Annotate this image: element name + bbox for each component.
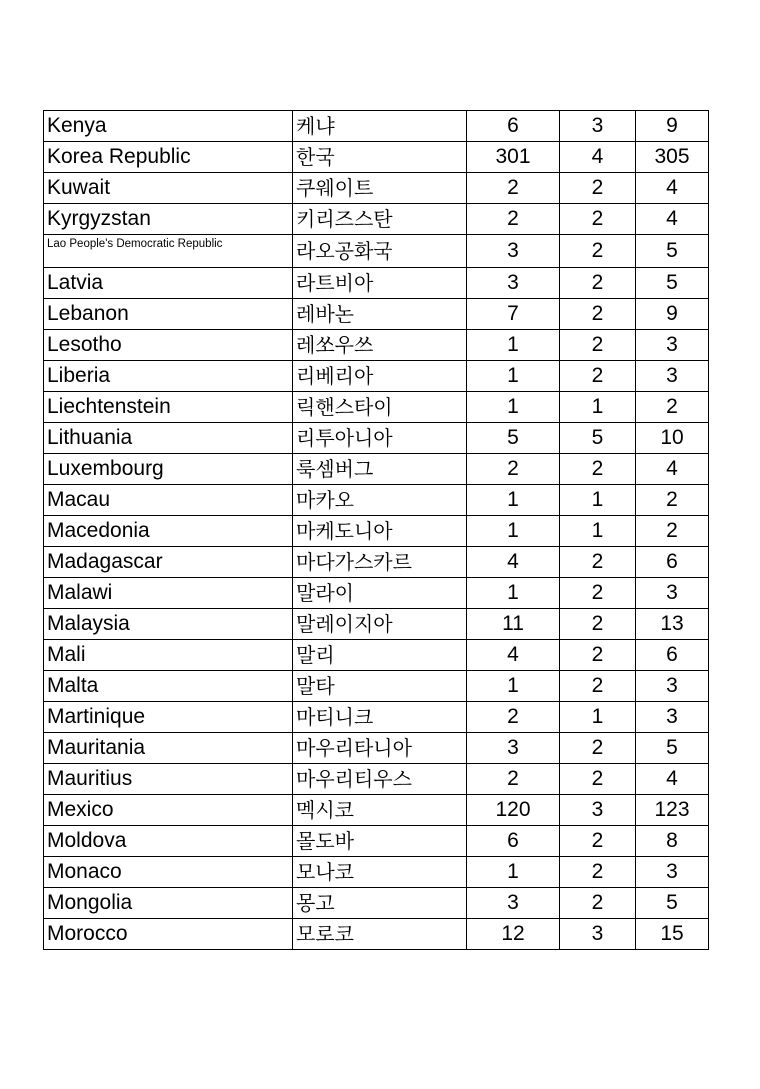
count-a: 6 — [467, 826, 560, 857]
table-row — [44, 578, 709, 609]
country-name-english: Korea Republic — [44, 142, 293, 173]
count-b: 4 — [560, 142, 636, 173]
count-a: 301 — [467, 142, 560, 173]
count-b: 2 — [560, 764, 636, 795]
country-table-body — [44, 111, 709, 950]
count-b: 2 — [560, 361, 636, 392]
country-name-korean: 마카오 — [293, 485, 467, 516]
table-row — [44, 609, 709, 640]
count-total: 13 — [636, 609, 709, 640]
country-name-korean: 몽고 — [293, 888, 467, 919]
country-name-english: Macau — [44, 485, 293, 516]
count-b: 2 — [560, 299, 636, 330]
count-a: 1 — [467, 485, 560, 516]
count-b: 2 — [560, 826, 636, 857]
table-row — [44, 111, 709, 142]
country-name-korean: 말리 — [293, 640, 467, 671]
table-row — [44, 235, 709, 268]
country-name-english: Liberia — [44, 361, 293, 392]
count-total: 8 — [636, 826, 709, 857]
count-total: 4 — [636, 173, 709, 204]
count-a: 5 — [467, 423, 560, 454]
country-name-korean: 리투아니아 — [293, 423, 467, 454]
country-name-korean: 마우리티우스 — [293, 764, 467, 795]
count-total: 123 — [636, 795, 709, 826]
count-b: 2 — [560, 204, 636, 235]
count-b: 3 — [560, 919, 636, 950]
count-b: 2 — [560, 235, 636, 268]
country-name-korean: 몰도바 — [293, 826, 467, 857]
country-name-korean: 룩셈버그 — [293, 454, 467, 485]
count-a: 11 — [467, 609, 560, 640]
count-total: 2 — [636, 392, 709, 423]
country-name-english: Kenya — [44, 111, 293, 142]
table-row — [44, 764, 709, 795]
count-a: 2 — [467, 764, 560, 795]
country-name-english: Mauritius — [44, 764, 293, 795]
count-a: 1 — [467, 516, 560, 547]
count-b: 5 — [560, 423, 636, 454]
country-name-korean: 릭핸스타이 — [293, 392, 467, 423]
country-name-english: Lao People's Democratic Republic — [44, 235, 293, 268]
country-name-korean: 키리즈스탄 — [293, 204, 467, 235]
count-total: 15 — [636, 919, 709, 950]
count-b: 2 — [560, 547, 636, 578]
table-row — [44, 640, 709, 671]
country-name-english: Lesotho — [44, 330, 293, 361]
count-total: 3 — [636, 702, 709, 733]
count-total: 9 — [636, 299, 709, 330]
table-row — [44, 423, 709, 454]
count-a: 12 — [467, 919, 560, 950]
country-name-korean: 말타 — [293, 671, 467, 702]
country-name-english: Mali — [44, 640, 293, 671]
country-name-english: Mauritania — [44, 733, 293, 764]
count-a: 120 — [467, 795, 560, 826]
count-total: 4 — [636, 764, 709, 795]
count-total: 3 — [636, 671, 709, 702]
count-a: 1 — [467, 578, 560, 609]
country-name-english: Kuwait — [44, 173, 293, 204]
count-a: 1 — [467, 392, 560, 423]
count-a: 3 — [467, 235, 560, 268]
country-name-korean: 멕시코 — [293, 795, 467, 826]
count-total: 4 — [636, 454, 709, 485]
count-b: 2 — [560, 578, 636, 609]
country-name-english: Malawi — [44, 578, 293, 609]
country-name-korean: 마케도니아 — [293, 516, 467, 547]
country-name-korean: 모나코 — [293, 857, 467, 888]
country-name-english: Malta — [44, 671, 293, 702]
count-a: 2 — [467, 702, 560, 733]
country-name-korean: 리베리아 — [293, 361, 467, 392]
country-name-english: Madagascar — [44, 547, 293, 578]
country-name-english: Latvia — [44, 268, 293, 299]
table-row — [44, 392, 709, 423]
count-a: 2 — [467, 454, 560, 485]
count-a: 1 — [467, 361, 560, 392]
count-total: 3 — [636, 857, 709, 888]
table-row — [44, 547, 709, 578]
count-total: 5 — [636, 235, 709, 268]
count-b: 2 — [560, 640, 636, 671]
country-name-korean: 라트비아 — [293, 268, 467, 299]
country-name-korean: 레바논 — [293, 299, 467, 330]
country-name-korean: 케냐 — [293, 111, 467, 142]
country-name-english: Malaysia — [44, 609, 293, 640]
table-row — [44, 826, 709, 857]
count-b: 2 — [560, 857, 636, 888]
count-b: 3 — [560, 795, 636, 826]
table-row — [44, 516, 709, 547]
table-row — [44, 702, 709, 733]
count-total: 2 — [636, 516, 709, 547]
count-b: 2 — [560, 330, 636, 361]
count-a: 2 — [467, 173, 560, 204]
count-a: 1 — [467, 330, 560, 361]
table-row — [44, 919, 709, 950]
count-a: 1 — [467, 857, 560, 888]
country-name-korean: 모로코 — [293, 919, 467, 950]
count-total: 6 — [636, 640, 709, 671]
count-a: 3 — [467, 733, 560, 764]
count-total: 3 — [636, 578, 709, 609]
country-name-korean: 한국 — [293, 142, 467, 173]
table-row — [44, 330, 709, 361]
count-b: 2 — [560, 173, 636, 204]
country-name-english: Lebanon — [44, 299, 293, 330]
count-total: 4 — [636, 204, 709, 235]
table-row — [44, 795, 709, 826]
count-total: 2 — [636, 485, 709, 516]
count-total: 9 — [636, 111, 709, 142]
count-b: 1 — [560, 392, 636, 423]
table-row — [44, 361, 709, 392]
country-name-english: Lithuania — [44, 423, 293, 454]
count-total: 3 — [636, 330, 709, 361]
count-b: 2 — [560, 609, 636, 640]
count-total: 3 — [636, 361, 709, 392]
count-b: 1 — [560, 485, 636, 516]
country-name-korean: 마우리타니아 — [293, 733, 467, 764]
country-name-korean: 마다가스카르 — [293, 547, 467, 578]
count-total: 5 — [636, 888, 709, 919]
count-total: 5 — [636, 733, 709, 764]
country-name-english: Macedonia — [44, 516, 293, 547]
country-name-korean: 말레이지아 — [293, 609, 467, 640]
country-name-english: Mongolia — [44, 888, 293, 919]
count-b: 3 — [560, 111, 636, 142]
country-name-korean: 쿠웨이트 — [293, 173, 467, 204]
count-a: 7 — [467, 299, 560, 330]
table-row — [44, 857, 709, 888]
count-b: 2 — [560, 454, 636, 485]
table-row — [44, 454, 709, 485]
country-table — [43, 110, 709, 950]
count-total: 10 — [636, 423, 709, 454]
country-name-english: Moldova — [44, 826, 293, 857]
country-name-english: Martinique — [44, 702, 293, 733]
count-b: 1 — [560, 516, 636, 547]
table-row — [44, 733, 709, 764]
count-a: 2 — [467, 204, 560, 235]
country-name-korean: 레쏘우쓰 — [293, 330, 467, 361]
table-row — [44, 299, 709, 330]
count-a: 4 — [467, 640, 560, 671]
count-b: 2 — [560, 888, 636, 919]
country-name-english: Liechtenstein — [44, 392, 293, 423]
country-name-english: Morocco — [44, 919, 293, 950]
count-total: 6 — [636, 547, 709, 578]
count-a: 3 — [467, 888, 560, 919]
country-name-korean: 라오공화국 — [293, 235, 467, 268]
count-b: 1 — [560, 702, 636, 733]
table-row — [44, 888, 709, 919]
country-name-english: Luxembourg — [44, 454, 293, 485]
count-a: 4 — [467, 547, 560, 578]
table-row — [44, 671, 709, 702]
country-name-english: Kyrgyzstan — [44, 204, 293, 235]
table-row — [44, 204, 709, 235]
table-row — [44, 173, 709, 204]
table-row — [44, 485, 709, 516]
count-b: 2 — [560, 671, 636, 702]
country-name-korean: 말라이 — [293, 578, 467, 609]
count-a: 6 — [467, 111, 560, 142]
country-name-english: Mexico — [44, 795, 293, 826]
table-row — [44, 142, 709, 173]
country-name-korean: 마티니크 — [293, 702, 467, 733]
count-a: 1 — [467, 671, 560, 702]
count-b: 2 — [560, 733, 636, 764]
table-row — [44, 268, 709, 299]
count-b: 2 — [560, 268, 636, 299]
count-total: 5 — [636, 268, 709, 299]
count-a: 3 — [467, 268, 560, 299]
country-name-english: Monaco — [44, 857, 293, 888]
count-total: 305 — [636, 142, 709, 173]
